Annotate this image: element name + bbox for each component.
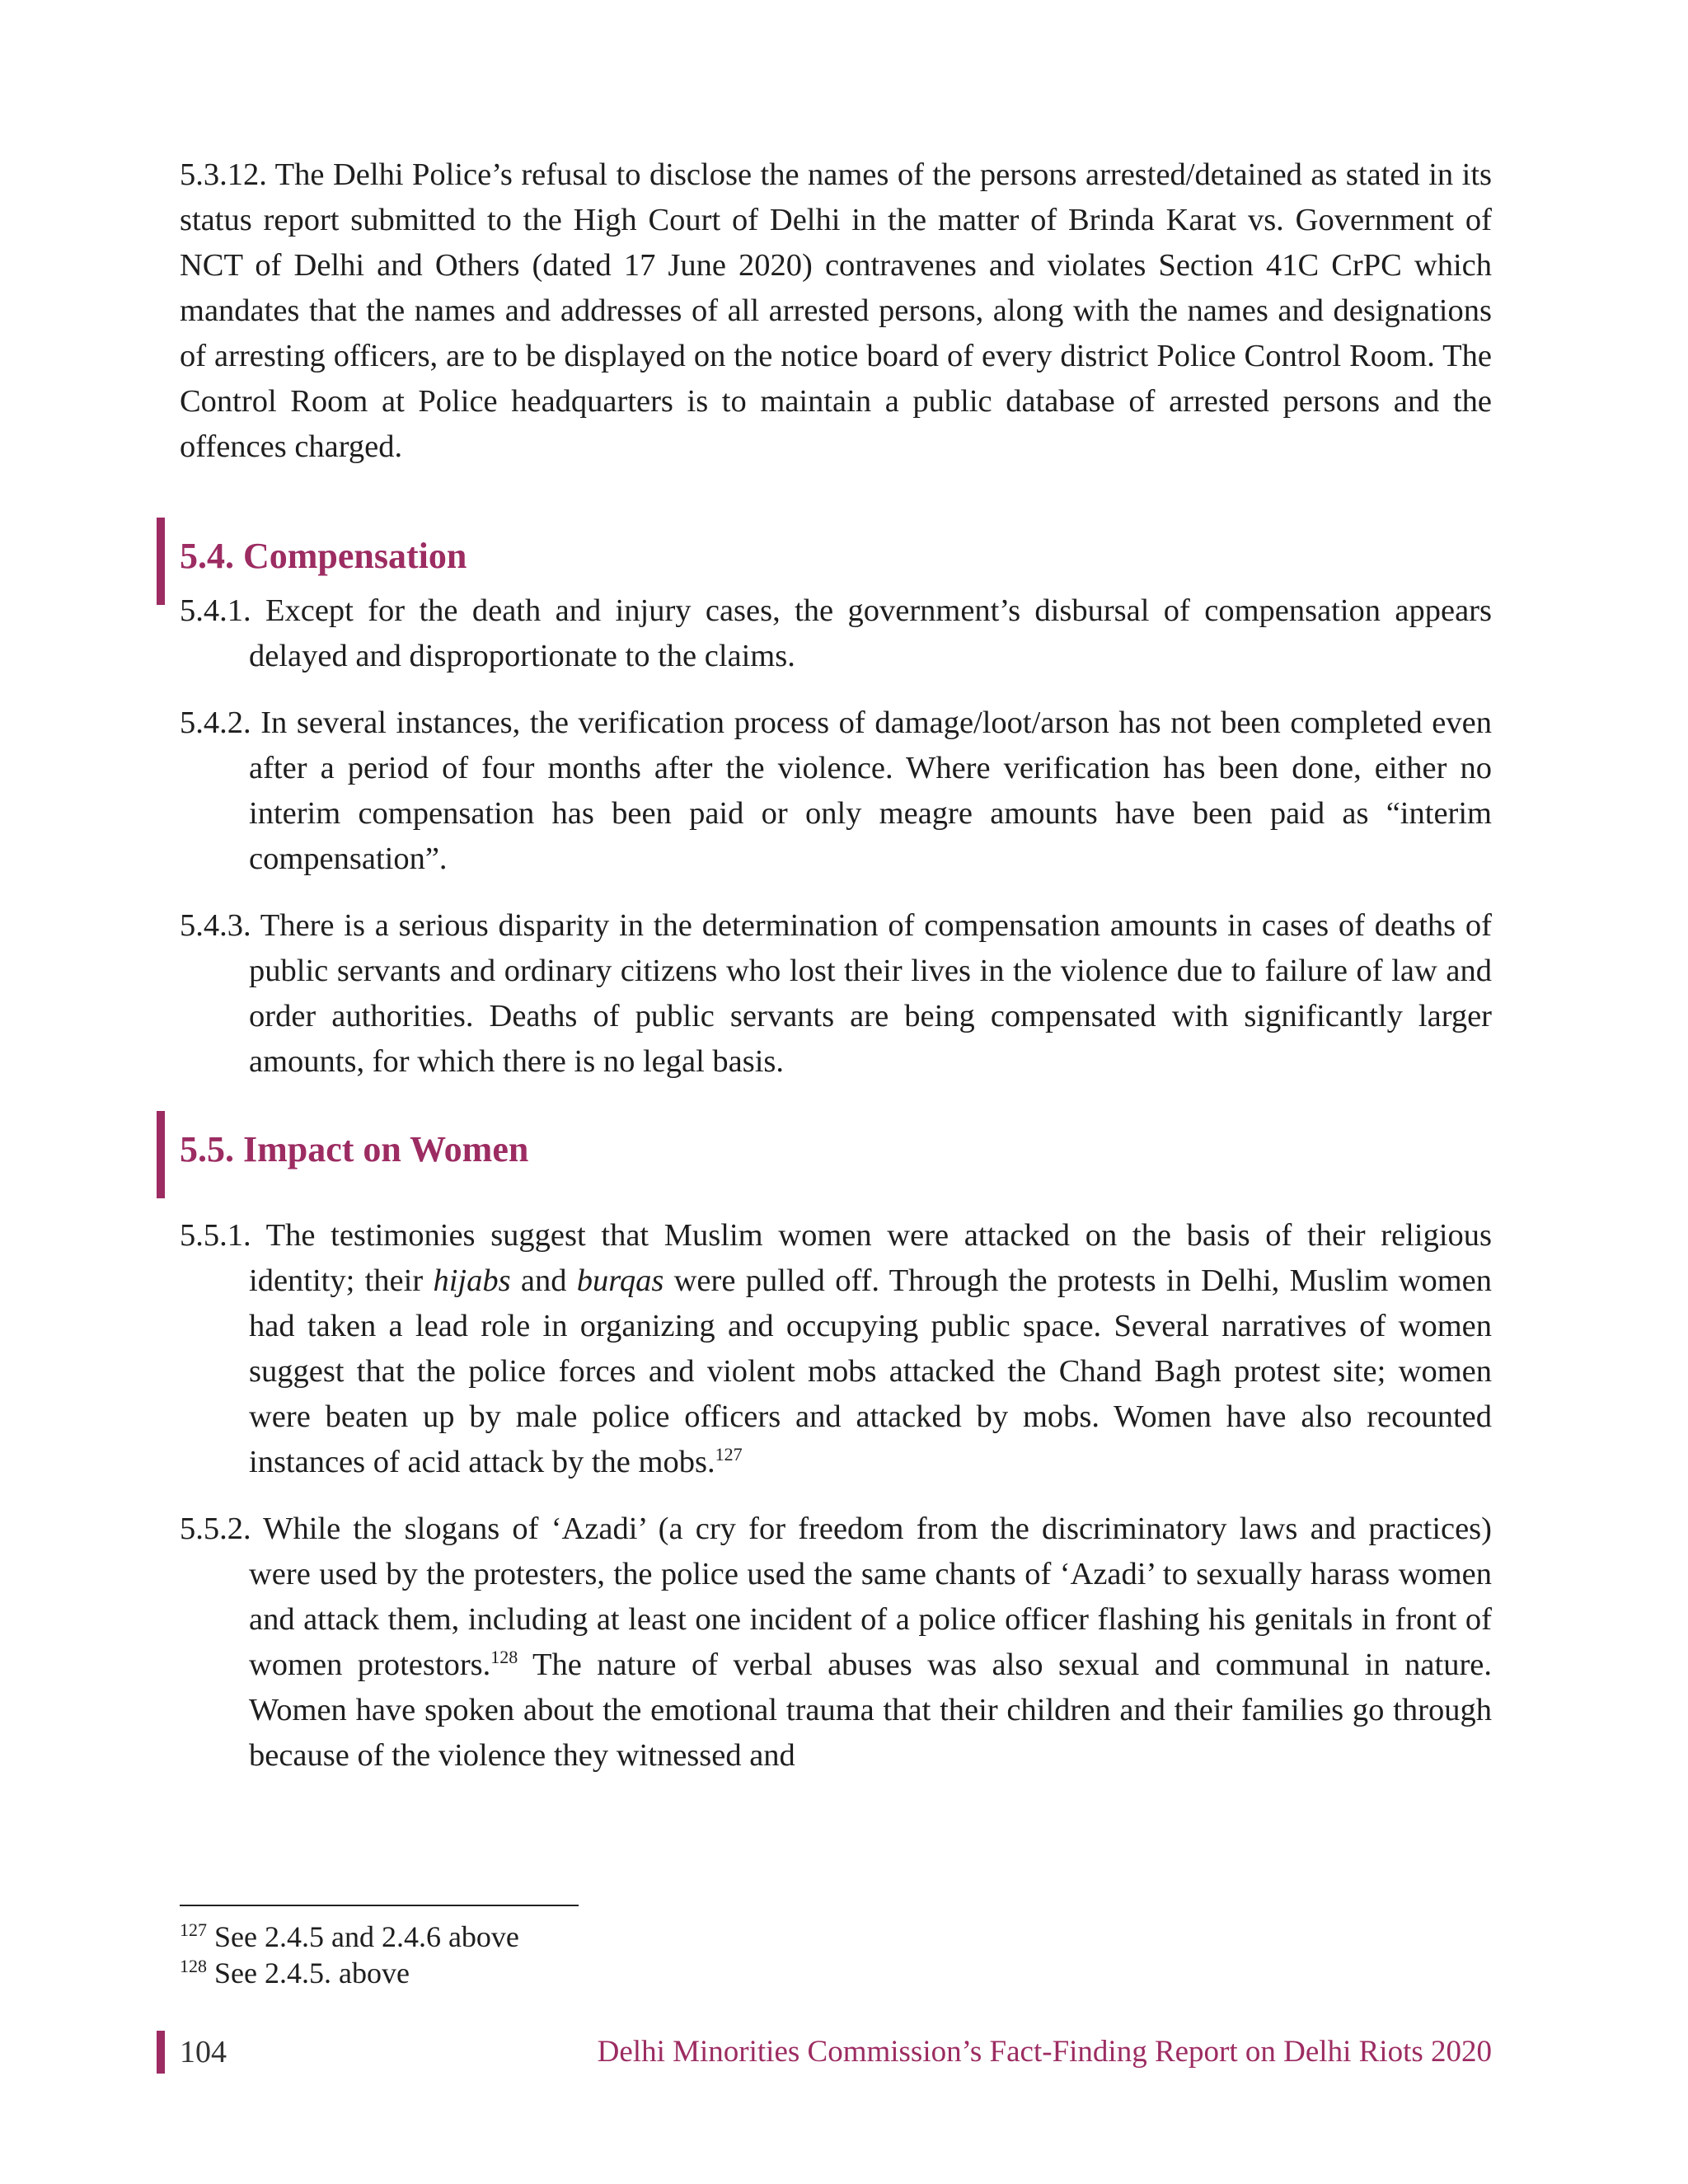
text-run: 5.5.1. The testimonies suggest that Muslim women were attacked on the basis of their religious identity; their [180,1218,1492,1298]
footnote-separator [180,1905,579,1906]
footnote-ref-128[interactable]: 128 [490,1647,518,1668]
text-run: 5.5.2. While the slogans of ‘Azadi’ (a cry for freedom from the discriminatory laws and practices) were used by the protesters, the police used the same chants of ‘Azadi’ to sexually harass women and attack them, including at least one incident of a police officer flashing his genitals in front of women protestors. [180,1511,1492,1682]
paragraph-5-3-12: 5.3.12. The Delhi Police’s refusal to disclose the names of the persons arrested/detained as stated in its status report submitted to the High Court of Delhi in the matter of Brinda Karat vs. Government of NCT of Delhi and Others (dated 17 June 2020) contravenes and violates Section 41C CrPC which mandates that the names and addresses of all arrested persons, along with the names and designations of arresting officers, are to be displayed on the notice board of every district Police Control Room. The Control Room at Police headquarters is to maintain a public database of arrested persons and the offences charged. [180,157,1492,464]
italic-term-hijabs: hijabs [433,1263,511,1298]
footnote-ref-127[interactable]: 127 [715,1444,743,1465]
footnote-text: See 2.4.5. above [207,1957,410,1990]
footnote-number: 128 [180,1956,207,1976]
paragraph-5-4-3: 5.4.3. There is a serious disparity in the determination of compensation amounts in cases of deaths of public servants and ordinary citizens who lost their lives in the violence due to failure of law and order authorities. Deaths of public servants are being compensated with significantly larger amounts, for which there is no legal basis. [180,908,1492,1079]
footnote-128 [180,1955,519,1991]
paragraph-5-4-1: 5.4.1. Except for the death and injury cases, the government’s disbursal of compensation appears delayed and disproportionate to the claims. [180,593,1492,673]
footnote-127 [180,1919,519,1955]
heading-5-4: 5.4. Compensation [180,536,467,576]
paragraph-5-4-2: 5.4.2. In several instances, the verification process of damage/loot/arson has not been completed even after a period of four months after the violence. Where verification has been done, either no interim compensation has been paid or only meagre amounts have been paid as “interim compensation”. [180,705,1492,876]
paragraph-5-5-2 [180,1507,1492,1779]
text-run: were pulled off. Through the protests in Delhi, Muslim women had taken a lead role in organizing and occupying public space. Several narratives of women suggest that the police forces and violent mobs attacked the Chand Bagh protest site; women were beaten up by male police officers and attacked by mobs. Women have also recounted instances of acid attack by the mobs. [249,1263,1492,1479]
heading-accent-bar [157,518,165,605]
section-heading-compensation [180,519,1492,580]
page-body [180,152,1492,1779]
footnote-text: See 2.4.5 and 2.4.6 above [207,1920,519,1953]
heading-accent-bar [157,1111,165,1198]
footnotes [180,1919,519,1991]
section-heading-impact-on-women [180,1113,1492,1174]
text-run: and [510,1263,577,1298]
footer-report-title: Delhi Minorities Commission’s Fact-Finding Report on Delhi Riots 2020 [597,2035,1492,2069]
page-number: 104 [180,2035,227,2069]
text-run: The nature of verbal abuses was also sexual and communal in nature. Women have spoken about the emotional trauma that their children and their families go through because of the violence they witnessed and [249,1647,1492,1773]
italic-term-burqas: burqas [576,1263,664,1298]
footer-accent-bar [157,2031,165,2074]
paragraph-5-5-1 [180,1213,1492,1485]
footnote-number: 127 [180,1919,207,1940]
heading-5-5: 5.5. Impact on Women [180,1129,529,1169]
